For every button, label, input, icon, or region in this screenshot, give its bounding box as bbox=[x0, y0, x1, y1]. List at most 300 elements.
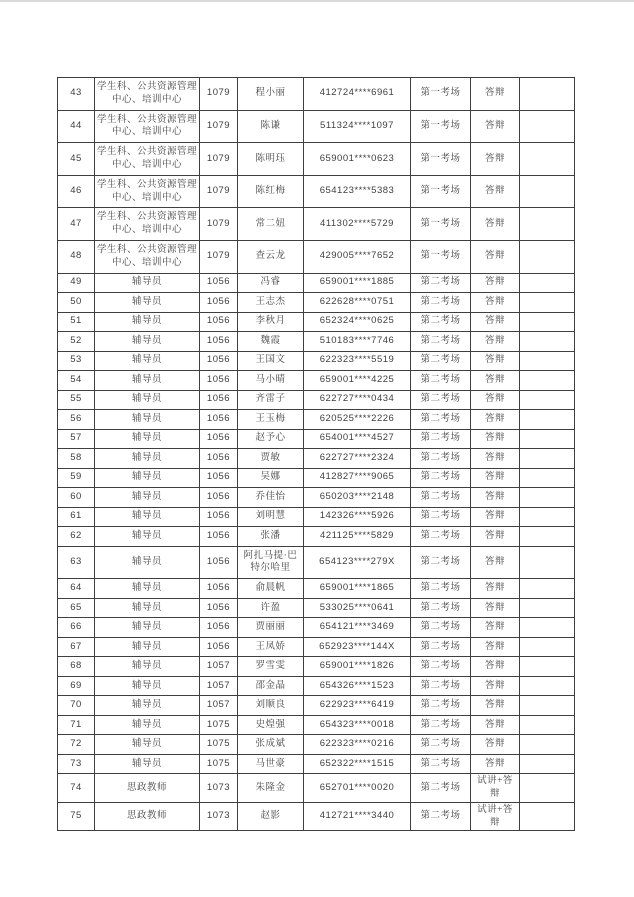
cell-name: 程小丽 bbox=[238, 78, 304, 111]
cell-id-number: 654121****3469 bbox=[304, 618, 411, 638]
cell-seq: 49 bbox=[58, 273, 95, 293]
cell-exam-method: 答辩 bbox=[471, 657, 520, 677]
table-row bbox=[58, 696, 575, 716]
cell-exam-room: 第一考场 bbox=[411, 143, 471, 176]
cell-name: 刘顺良 bbox=[238, 696, 304, 716]
cell-name: 常二妞 bbox=[238, 208, 304, 241]
cell-name: 吴娜 bbox=[238, 468, 304, 488]
cell-seq: 73 bbox=[58, 754, 95, 774]
cell-position: 辅导员 bbox=[95, 449, 200, 469]
cell-name: 查云龙 bbox=[238, 240, 304, 273]
cell-code: 1073 bbox=[200, 774, 238, 803]
cell-exam-method: 试讲+答辩 bbox=[471, 802, 520, 831]
cell-code: 1056 bbox=[200, 637, 238, 657]
cell-name: 马世豪 bbox=[238, 754, 304, 774]
cell-id-number: 652322****1515 bbox=[304, 754, 411, 774]
cell-name: 乔佳怡 bbox=[238, 488, 304, 508]
cell-code: 1057 bbox=[200, 657, 238, 677]
cell-exam-room: 第一考场 bbox=[411, 240, 471, 273]
cell-name: 邵金晶 bbox=[238, 676, 304, 696]
cell-exam-method: 答辩 bbox=[471, 676, 520, 696]
exam-candidate-table bbox=[57, 77, 575, 831]
cell-position: 辅导员 bbox=[95, 390, 200, 410]
cell-code: 1056 bbox=[200, 579, 238, 599]
cell-id-number: 659001****0623 bbox=[304, 143, 411, 176]
cell-name: 魏霞 bbox=[238, 332, 304, 352]
cell-exam-room: 第二考场 bbox=[411, 715, 471, 735]
cell-seq: 66 bbox=[58, 618, 95, 638]
cell-name: 王凤娇 bbox=[238, 637, 304, 657]
cell-exam-method: 答辩 bbox=[471, 546, 520, 579]
cell-code: 1056 bbox=[200, 293, 238, 313]
cell-position: 辅导员 bbox=[95, 735, 200, 755]
cell-note bbox=[520, 618, 575, 638]
cell-name: 王志杰 bbox=[238, 293, 304, 313]
cell-seq: 44 bbox=[58, 110, 95, 143]
cell-note bbox=[520, 332, 575, 352]
cell-exam-method: 答辩 bbox=[471, 273, 520, 293]
cell-exam-room: 第二考场 bbox=[411, 618, 471, 638]
cell-name: 冯睿 bbox=[238, 273, 304, 293]
cell-code: 1079 bbox=[200, 78, 238, 111]
cell-exam-room: 第一考场 bbox=[411, 78, 471, 111]
cell-code: 1056 bbox=[200, 468, 238, 488]
table-row bbox=[58, 598, 575, 618]
cell-exam-room: 第二考场 bbox=[411, 293, 471, 313]
cell-note bbox=[520, 598, 575, 618]
cell-position: 辅导员 bbox=[95, 273, 200, 293]
cell-name: 陈谦 bbox=[238, 110, 304, 143]
cell-code: 1056 bbox=[200, 390, 238, 410]
cell-id-number: 511324****1097 bbox=[304, 110, 411, 143]
cell-seq: 59 bbox=[58, 468, 95, 488]
cell-exam-room: 第二考场 bbox=[411, 676, 471, 696]
cell-exam-room: 第二考场 bbox=[411, 579, 471, 599]
cell-position: 辅导员 bbox=[95, 598, 200, 618]
cell-id-number: 421125****5829 bbox=[304, 527, 411, 547]
table-row bbox=[58, 618, 575, 638]
cell-seq: 65 bbox=[58, 598, 95, 618]
cell-seq: 52 bbox=[58, 332, 95, 352]
table-row bbox=[58, 637, 575, 657]
cell-seq: 62 bbox=[58, 527, 95, 547]
cell-name: 许盈 bbox=[238, 598, 304, 618]
cell-id-number: 622323****5519 bbox=[304, 351, 411, 371]
cell-note bbox=[520, 507, 575, 527]
cell-note bbox=[520, 637, 575, 657]
table-row bbox=[58, 143, 575, 176]
cell-exam-room: 第二考场 bbox=[411, 273, 471, 293]
cell-exam-room: 第二考场 bbox=[411, 637, 471, 657]
cell-id-number: 620525****2226 bbox=[304, 410, 411, 430]
cell-id-number: 654123****279X bbox=[304, 546, 411, 579]
cell-seq: 50 bbox=[58, 293, 95, 313]
cell-code: 1057 bbox=[200, 696, 238, 716]
table-row bbox=[58, 332, 575, 352]
cell-seq: 74 bbox=[58, 774, 95, 803]
cell-name: 赵影 bbox=[238, 802, 304, 831]
cell-seq: 71 bbox=[58, 715, 95, 735]
cell-seq: 60 bbox=[58, 488, 95, 508]
cell-seq: 63 bbox=[58, 546, 95, 579]
cell-note bbox=[520, 754, 575, 774]
cell-seq: 64 bbox=[58, 579, 95, 599]
cell-id-number: 510183****7746 bbox=[304, 332, 411, 352]
cell-position: 辅导员 bbox=[95, 546, 200, 579]
cell-id-number: 622727****0434 bbox=[304, 390, 411, 410]
cell-position: 辅导员 bbox=[95, 332, 200, 352]
cell-code: 1056 bbox=[200, 488, 238, 508]
cell-code: 1056 bbox=[200, 429, 238, 449]
cell-seq: 45 bbox=[58, 143, 95, 176]
table-row bbox=[58, 468, 575, 488]
table-row bbox=[58, 449, 575, 469]
cell-id-number: 652324****0625 bbox=[304, 312, 411, 332]
cell-exam-room: 第二考场 bbox=[411, 371, 471, 391]
cell-code: 1079 bbox=[200, 208, 238, 241]
cell-exam-method: 答辩 bbox=[471, 429, 520, 449]
cell-position: 学生科、公共资源管理中心、培训中心 bbox=[95, 78, 200, 111]
cell-code: 1079 bbox=[200, 143, 238, 176]
cell-position: 辅导员 bbox=[95, 312, 200, 332]
cell-exam-method: 答辩 bbox=[471, 488, 520, 508]
cell-name: 俞晨帆 bbox=[238, 579, 304, 599]
cell-name: 史煌强 bbox=[238, 715, 304, 735]
cell-position: 辅导员 bbox=[95, 468, 200, 488]
cell-id-number: 533025****0641 bbox=[304, 598, 411, 618]
cell-exam-method: 答辩 bbox=[471, 579, 520, 599]
cell-name: 刘明慧 bbox=[238, 507, 304, 527]
cell-id-number: 622323****0216 bbox=[304, 735, 411, 755]
cell-exam-room: 第二考场 bbox=[411, 696, 471, 716]
cell-exam-method: 答辩 bbox=[471, 527, 520, 547]
cell-seq: 46 bbox=[58, 175, 95, 208]
cell-seq: 54 bbox=[58, 371, 95, 391]
table-row bbox=[58, 410, 575, 430]
cell-name: 赵予心 bbox=[238, 429, 304, 449]
cell-exam-method: 答辩 bbox=[471, 598, 520, 618]
cell-exam-method: 答辩 bbox=[471, 735, 520, 755]
cell-code: 1056 bbox=[200, 527, 238, 547]
cell-code: 1056 bbox=[200, 273, 238, 293]
cell-id-number: 654123****5383 bbox=[304, 175, 411, 208]
cell-seq: 75 bbox=[58, 802, 95, 831]
cell-name: 李秋月 bbox=[238, 312, 304, 332]
cell-exam-room: 第二考场 bbox=[411, 774, 471, 803]
cell-position: 辅导员 bbox=[95, 527, 200, 547]
cell-name: 贾丽丽 bbox=[238, 618, 304, 638]
cell-name: 朱隆金 bbox=[238, 774, 304, 803]
cell-note bbox=[520, 390, 575, 410]
table-row bbox=[58, 175, 575, 208]
cell-exam-method: 答辩 bbox=[471, 390, 520, 410]
cell-id-number: 412724****6961 bbox=[304, 78, 411, 111]
cell-seq: 48 bbox=[58, 240, 95, 273]
cell-id-number: 654001****4527 bbox=[304, 429, 411, 449]
cell-code: 1056 bbox=[200, 410, 238, 430]
table-row bbox=[58, 371, 575, 391]
cell-code: 1075 bbox=[200, 735, 238, 755]
cell-position: 辅导员 bbox=[95, 579, 200, 599]
cell-position: 思政教师 bbox=[95, 774, 200, 803]
cell-id-number: 659001****1826 bbox=[304, 657, 411, 677]
cell-id-number: 652923****144X bbox=[304, 637, 411, 657]
cell-position: 辅导员 bbox=[95, 293, 200, 313]
cell-exam-room: 第二考场 bbox=[411, 429, 471, 449]
cell-id-number: 659001****1865 bbox=[304, 579, 411, 599]
table-row bbox=[58, 273, 575, 293]
cell-note bbox=[520, 208, 575, 241]
table-row bbox=[58, 735, 575, 755]
table-row bbox=[58, 78, 575, 111]
cell-position: 思政教师 bbox=[95, 802, 200, 831]
cell-seq: 61 bbox=[58, 507, 95, 527]
cell-note bbox=[520, 715, 575, 735]
cell-name: 贾敏 bbox=[238, 449, 304, 469]
cell-exam-room: 第二考场 bbox=[411, 754, 471, 774]
cell-position: 学生科、公共资源管理中心、培训中心 bbox=[95, 208, 200, 241]
table-row bbox=[58, 802, 575, 831]
table-row bbox=[58, 676, 575, 696]
cell-name: 罗雪雯 bbox=[238, 657, 304, 677]
cell-note bbox=[520, 468, 575, 488]
cell-position: 辅导员 bbox=[95, 754, 200, 774]
cell-seq: 67 bbox=[58, 637, 95, 657]
cell-name: 陈明珏 bbox=[238, 143, 304, 176]
cell-id-number: 659001****4225 bbox=[304, 371, 411, 391]
cell-exam-method: 答辩 bbox=[471, 240, 520, 273]
cell-exam-room: 第一考场 bbox=[411, 110, 471, 143]
cell-exam-room: 第一考场 bbox=[411, 208, 471, 241]
cell-note bbox=[520, 175, 575, 208]
cell-seq: 69 bbox=[58, 676, 95, 696]
cell-id-number: 654326****1523 bbox=[304, 676, 411, 696]
table-row bbox=[58, 208, 575, 241]
cell-exam-room: 第二考场 bbox=[411, 449, 471, 469]
cell-position: 辅导员 bbox=[95, 696, 200, 716]
cell-code: 1056 bbox=[200, 332, 238, 352]
cell-note bbox=[520, 527, 575, 547]
cell-note bbox=[520, 312, 575, 332]
cell-exam-method: 答辩 bbox=[471, 78, 520, 111]
cell-code: 1056 bbox=[200, 351, 238, 371]
cell-id-number: 652701****0020 bbox=[304, 774, 411, 803]
cell-exam-method: 答辩 bbox=[471, 312, 520, 332]
cell-code: 1075 bbox=[200, 754, 238, 774]
cell-position: 学生科、公共资源管理中心、培训中心 bbox=[95, 175, 200, 208]
cell-exam-method: 答辩 bbox=[471, 143, 520, 176]
cell-name: 马小晴 bbox=[238, 371, 304, 391]
table-row bbox=[58, 351, 575, 371]
cell-note bbox=[520, 774, 575, 803]
cell-id-number: 654323****0018 bbox=[304, 715, 411, 735]
cell-exam-method: 答辩 bbox=[471, 371, 520, 391]
cell-code: 1056 bbox=[200, 312, 238, 332]
cell-position: 辅导员 bbox=[95, 618, 200, 638]
cell-exam-method: 答辩 bbox=[471, 715, 520, 735]
cell-exam-method: 答辩 bbox=[471, 410, 520, 430]
cell-id-number: 650203****2148 bbox=[304, 488, 411, 508]
cell-exam-method: 答辩 bbox=[471, 175, 520, 208]
cell-position: 辅导员 bbox=[95, 507, 200, 527]
cell-note bbox=[520, 410, 575, 430]
cell-seq: 68 bbox=[58, 657, 95, 677]
cell-code: 1056 bbox=[200, 618, 238, 638]
cell-position: 辅导员 bbox=[95, 488, 200, 508]
cell-note bbox=[520, 449, 575, 469]
table-row bbox=[58, 110, 575, 143]
cell-seq: 56 bbox=[58, 410, 95, 430]
cell-exam-method: 答辩 bbox=[471, 293, 520, 313]
cell-note bbox=[520, 488, 575, 508]
cell-exam-room: 第二考场 bbox=[411, 351, 471, 371]
cell-exam-room: 第二考场 bbox=[411, 735, 471, 755]
cell-note bbox=[520, 735, 575, 755]
table-row bbox=[58, 429, 575, 449]
cell-seq: 43 bbox=[58, 78, 95, 111]
cell-id-number: 142326****5926 bbox=[304, 507, 411, 527]
cell-exam-method: 答辩 bbox=[471, 332, 520, 352]
cell-note bbox=[520, 802, 575, 831]
cell-position: 辅导员 bbox=[95, 657, 200, 677]
cell-note bbox=[520, 143, 575, 176]
cell-name: 齐雷子 bbox=[238, 390, 304, 410]
cell-code: 1079 bbox=[200, 175, 238, 208]
cell-exam-room: 第二考场 bbox=[411, 410, 471, 430]
table-row bbox=[58, 240, 575, 273]
cell-id-number: 412827****9065 bbox=[304, 468, 411, 488]
table-body bbox=[58, 78, 575, 831]
cell-seq: 58 bbox=[58, 449, 95, 469]
cell-note bbox=[520, 696, 575, 716]
cell-name: 王玉梅 bbox=[238, 410, 304, 430]
table-row bbox=[58, 715, 575, 735]
cell-position: 辅导员 bbox=[95, 410, 200, 430]
cell-code: 1073 bbox=[200, 802, 238, 831]
cell-exam-method: 答辩 bbox=[471, 449, 520, 469]
cell-exam-room: 第一考场 bbox=[411, 175, 471, 208]
cell-exam-room: 第二考场 bbox=[411, 546, 471, 579]
table-row bbox=[58, 774, 575, 803]
cell-exam-method: 答辩 bbox=[471, 696, 520, 716]
cell-exam-room: 第二考场 bbox=[411, 488, 471, 508]
cell-id-number: 622923****6419 bbox=[304, 696, 411, 716]
cell-exam-room: 第二考场 bbox=[411, 390, 471, 410]
cell-id-number: 412721****3440 bbox=[304, 802, 411, 831]
cell-exam-method: 试讲+答辩 bbox=[471, 774, 520, 803]
cell-note bbox=[520, 676, 575, 696]
cell-position: 辅导员 bbox=[95, 429, 200, 449]
cell-seq: 72 bbox=[58, 735, 95, 755]
cell-id-number: 622628****0751 bbox=[304, 293, 411, 313]
table-row bbox=[58, 507, 575, 527]
table-row bbox=[58, 312, 575, 332]
cell-exam-room: 第二考场 bbox=[411, 598, 471, 618]
cell-code: 1056 bbox=[200, 598, 238, 618]
cell-code: 1056 bbox=[200, 546, 238, 579]
cell-id-number: 659001****1885 bbox=[304, 273, 411, 293]
cell-note bbox=[520, 371, 575, 391]
cell-seq: 51 bbox=[58, 312, 95, 332]
cell-code: 1079 bbox=[200, 110, 238, 143]
cell-position: 辅导员 bbox=[95, 371, 200, 391]
cell-name: 王国文 bbox=[238, 351, 304, 371]
cell-seq: 53 bbox=[58, 351, 95, 371]
cell-exam-method: 答辩 bbox=[471, 468, 520, 488]
cell-exam-method: 答辩 bbox=[471, 351, 520, 371]
cell-name: 陈红梅 bbox=[238, 175, 304, 208]
cell-exam-room: 第二考场 bbox=[411, 527, 471, 547]
cell-note bbox=[520, 351, 575, 371]
cell-exam-method: 答辩 bbox=[471, 507, 520, 527]
cell-code: 1056 bbox=[200, 449, 238, 469]
table-row bbox=[58, 527, 575, 547]
cell-code: 1056 bbox=[200, 507, 238, 527]
cell-position: 辅导员 bbox=[95, 715, 200, 735]
cell-exam-method: 答辩 bbox=[471, 208, 520, 241]
cell-note bbox=[520, 110, 575, 143]
cell-note bbox=[520, 293, 575, 313]
cell-exam-room: 第二考场 bbox=[411, 802, 471, 831]
cell-note bbox=[520, 657, 575, 677]
cell-position: 辅导员 bbox=[95, 637, 200, 657]
cell-exam-method: 答辩 bbox=[471, 110, 520, 143]
table-row bbox=[58, 488, 575, 508]
table-row bbox=[58, 546, 575, 579]
cell-position: 辅导员 bbox=[95, 676, 200, 696]
cell-exam-room: 第二考场 bbox=[411, 507, 471, 527]
cell-name: 阿扎马提·巴特尔哈里 bbox=[238, 546, 304, 579]
cell-note bbox=[520, 240, 575, 273]
cell-note bbox=[520, 546, 575, 579]
cell-note bbox=[520, 579, 575, 599]
cell-id-number: 411302****5729 bbox=[304, 208, 411, 241]
cell-name: 张成斌 bbox=[238, 735, 304, 755]
cell-exam-room: 第二考场 bbox=[411, 657, 471, 677]
cell-exam-room: 第二考场 bbox=[411, 312, 471, 332]
cell-note bbox=[520, 273, 575, 293]
cell-exam-method: 答辩 bbox=[471, 618, 520, 638]
table-row bbox=[58, 390, 575, 410]
cell-code: 1057 bbox=[200, 676, 238, 696]
page-top-edge bbox=[0, 0, 634, 2]
cell-exam-method: 答辩 bbox=[471, 754, 520, 774]
cell-seq: 55 bbox=[58, 390, 95, 410]
cell-position: 学生科、公共资源管理中心、培训中心 bbox=[95, 110, 200, 143]
table-row bbox=[58, 293, 575, 313]
table-row bbox=[58, 579, 575, 599]
cell-position: 辅导员 bbox=[95, 351, 200, 371]
cell-code: 1075 bbox=[200, 715, 238, 735]
cell-note bbox=[520, 78, 575, 111]
cell-seq: 47 bbox=[58, 208, 95, 241]
cell-position: 学生科、公共资源管理中心、培训中心 bbox=[95, 143, 200, 176]
cell-id-number: 429005****7652 bbox=[304, 240, 411, 273]
cell-exam-method: 答辩 bbox=[471, 637, 520, 657]
cell-position: 学生科、公共资源管理中心、培训中心 bbox=[95, 240, 200, 273]
cell-name: 张潘 bbox=[238, 527, 304, 547]
cell-exam-room: 第二考场 bbox=[411, 468, 471, 488]
table-row bbox=[58, 657, 575, 677]
cell-code: 1056 bbox=[200, 371, 238, 391]
cell-id-number: 622727****2324 bbox=[304, 449, 411, 469]
table-row bbox=[58, 754, 575, 774]
cell-seq: 70 bbox=[58, 696, 95, 716]
cell-exam-room: 第二考场 bbox=[411, 332, 471, 352]
cell-seq: 57 bbox=[58, 429, 95, 449]
cell-code: 1079 bbox=[200, 240, 238, 273]
cell-note bbox=[520, 429, 575, 449]
